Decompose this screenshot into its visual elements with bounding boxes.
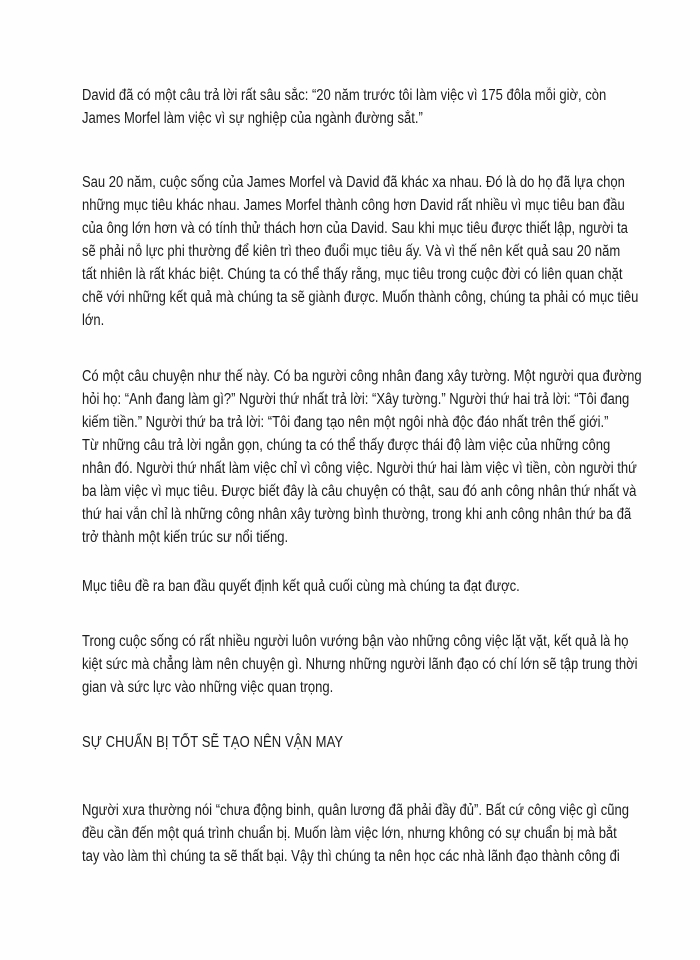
text-line: lớn. [82,312,105,329]
text-line: tất nhiên là rất khác biệt. Chúng ta có thể thấy rằng, mục tiêu trong cuộc đời có liên quan chặt [82,266,623,283]
text-line: Người xưa thường nói “chưa động binh, quân lương đã phải đầy đủ”. Bất cứ công việc gì cũng [82,802,629,819]
text-line: David đã có một câu trả lời rất sâu sắc: “20 năm trước tôi làm việc vì 175 đôla mỗi giờ, còn [82,87,607,104]
text-line: trở thành một kiến trúc sư nổi tiếng. [82,529,289,546]
text-line: Có một câu chuyện như thế này. Có ba người công nhân đang xây tường. Một người qua đường [82,368,642,385]
text-line: Từ những câu trả lời ngắn gọn, chúng ta có thể thấy được thái độ làm việc của những công [82,437,611,454]
text-line: James Morfel làm việc vì sự nghiệp của ngành đường sắt.” [82,110,423,127]
text-line: kiệt sức mà chẳng làm nên chuyện gì. Nhưng những người lãnh đạo có chí lớn sẽ tập trung thời [82,656,638,673]
text-line: sẽ phải nỗ lực phi thường để kiên trì theo đuổi mục tiêu ấy. Và vì thế nên kết quả sau 20 năm [82,243,621,260]
text-line: Sau 20 năm, cuộc sống của James Morfel và David đã khác xa nhau. Đó là do họ đã lựa chọn [82,174,625,191]
text-line: đều cần đến một quá trình chuẩn bị. Muốn làm việc lớn, nhưng không có sự chuẩn bị mà bắt [82,825,617,842]
text-line: thứ hai vẫn chỉ là những công nhân xây tường bình thường, trong khi anh công nhân thứ ba đã [82,506,632,523]
text-line: gian và sức lực vào những việc quan trọng. [82,679,334,696]
text-line: kiếm tiền.” Người thứ ba trả lời: “Tôi đang tạo nên một ngôi nhà độc đáo nhất trên thế giới.” [82,414,609,431]
text-line: chẽ với những kết quả mà chúng ta sẽ giành được. Muốn thành công, chúng ta phải có mục tiêu [82,289,639,306]
heading-text: SỰ CHUẨN BỊ TỐT SẼ TẠO NÊN VẬN MAY [82,734,344,751]
text-line: những mục tiêu khác nhau. James Morfel thành công hơn David rất nhiều vì mục tiêu ban đầu [82,197,625,214]
text-line: ba làm việc vì mục tiêu. Được biết đây là câu chuyện có thật, sau đó anh công nhân thứ nhất và [82,483,637,500]
text-line: Trong cuộc sống có rất nhiều người luôn vướng bận vào những công việc lặt vặt, kết quả là họ [82,633,629,650]
text-line: Mục tiêu đề ra ban đầu quyết định kết quả cuối cùng mà chúng ta đạt được. [82,578,520,595]
text-line: của ông lớn hơn và có tính thử thách hơn của David. Sau khi mục tiêu được thiết lập, người ta [82,220,628,237]
text-line: nhân đó. Người thứ nhất làm việc chỉ vì công việc. Người thứ hai làm việc vì tiền, còn người thứ [82,460,637,477]
text-line: tay vào làm thì chúng ta sẽ thất bại. Vậy thì chúng ta nên học các nhà lãnh đạo thành công đi [82,848,620,865]
text-line: hỏi họ: “Anh đang làm gì?” Người thứ nhất trả lời: “Xây tường.” Người thứ hai trả lời: “Tôi đang [82,391,630,408]
